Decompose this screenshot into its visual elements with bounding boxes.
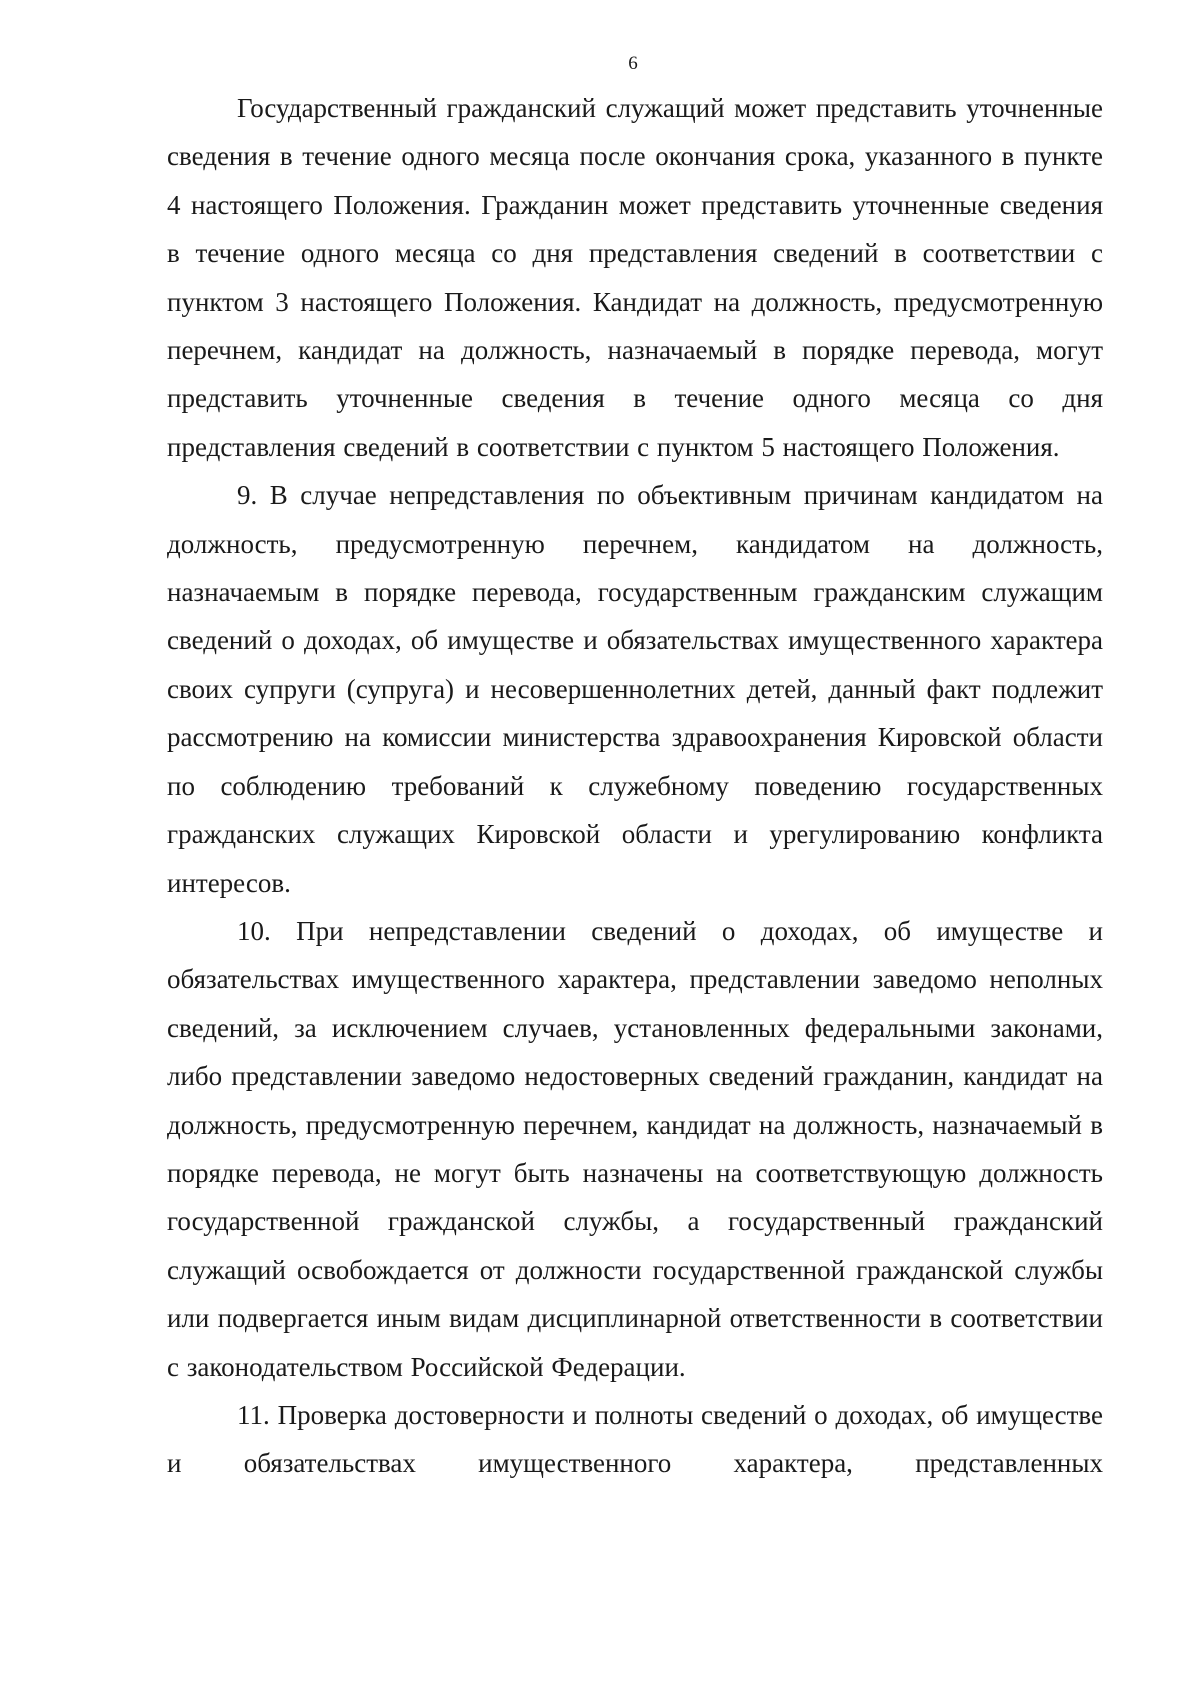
paragraph-11: 11. Проверка достоверности и полноты сведений о доходах, об имуществе и обязательствах имущественного характера, представленных [167, 1399, 1103, 1479]
paragraph-9: 9. В случае непредставления по объективным причинам кандидатом на должность, предусмотренную перечнем, кандидатом на должность, назначаемым в порядке перевода, государственным гражданским служащим сведений о доходах, об имуществе и обязательствах имущественного характера своих супруги (супруга) и несовершеннолетних детей, данный факт подлежит рассмотрению на комиссии министерства здравоохранения Кировской области по соблюдению требований к служебному поведению государственных гражданских служащих Кировской области и урегулированию конфликта интересов. [167, 480, 1103, 898]
document-body [167, 84, 1103, 1488]
page-number: 6 [628, 53, 638, 74]
paragraph-clarified-info: Государственный гражданский служащий может представить уточненные сведения в течение одного месяца после окончания срока, указанного в пункте 4 настоящего Положения. Гражданин может представить уточненные сведения в течение одного месяца со дня представления сведений в соответствии с пунктом 3 настоящего Положения. Кандидат на должность, предусмотренную перечнем, кандидат на должность, назначаемый в порядке перевода, могут представить уточненные сведения в течение одного месяца со дня представления сведений в соответствии с пунктом 5 настоящего Положения. [167, 93, 1103, 462]
paragraph-10: 10. При непредставлении сведений о доходах, об имуществе и обязательствах имущественного характера, представлении заведомо неполных сведений, за исключением случаев, установленных федеральными законами, либо представлении заведомо недостоверных сведений гражданин, кандидат на должность, предусмотренную перечнем, кандидат на должность, назначаемый в порядке перевода, не могут быть назначены на соответствующую должность государственной гражданской службы, а государственный гражданский служащий освобождается от должности государственной гражданской службы или подвергается иным видам дисциплинарной ответственности в соответствии с законодательством Российской Федерации. [167, 915, 1103, 1382]
